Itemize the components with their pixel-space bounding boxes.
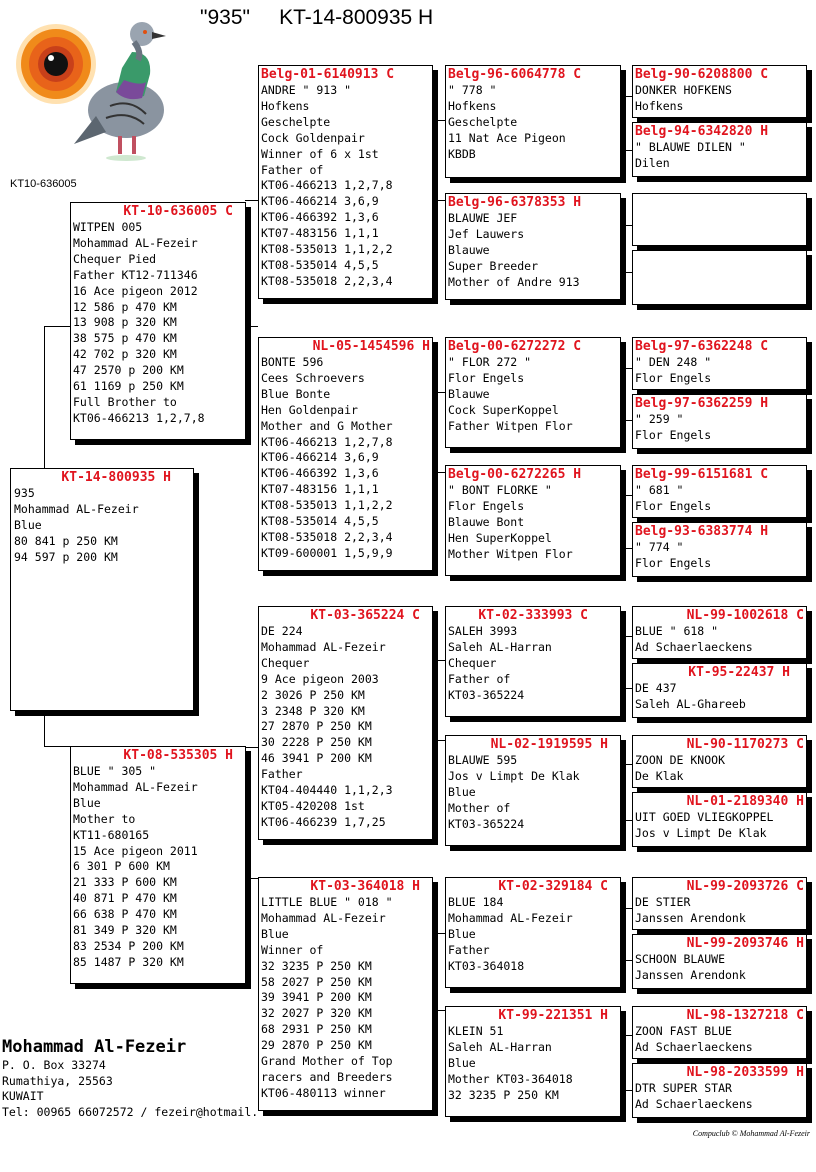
ggp-line: Blauwe Bont: [448, 514, 525, 529]
ggp-line: Father: [448, 942, 490, 957]
grandparent-box: [258, 877, 433, 1111]
g4-box: [632, 394, 807, 449]
sire-box: [70, 202, 246, 440]
grandparent-line: 29 2870 P 250 KM: [261, 1038, 372, 1053]
grandparent-line: Father of: [261, 162, 324, 177]
g4-line: De Klak: [635, 768, 684, 783]
grandparent-line: Cees Schroevers: [261, 370, 365, 385]
ggp-line: Hen SuperKoppel: [448, 530, 552, 545]
grandparent-box: [258, 337, 433, 571]
g4-ring: NL-01-2189340 H: [686, 794, 804, 809]
sire-line: 16 Ace pigeon 2012: [73, 283, 198, 298]
ggp-line: BLAUWE JEF: [448, 211, 518, 225]
grandparent-line: KT06-466392 1,3,6: [261, 210, 379, 225]
grandparent-line: KT04-404440 1,1,2,3: [261, 783, 393, 798]
great-grandparent-box: [445, 877, 621, 988]
grandparent-line: KT06-466239 1,7,25: [261, 814, 386, 829]
g4-line: DTR SUPER STAR: [635, 1081, 732, 1095]
grandparent-ring: NL-05-1454596 H: [312, 339, 430, 354]
g4-line: Saleh AL-Ghareeb: [635, 696, 746, 711]
sire-line: Chequer Pied: [73, 251, 157, 266]
sire-line: 38 575 p 470 KM: [73, 331, 177, 346]
sire-line: KT06-466213 1,2,7,8: [73, 410, 205, 425]
sire-line: 61 1169 p 250 KM: [73, 379, 184, 394]
ggp-ring: Belg-00-6272272 C: [448, 339, 582, 354]
ggp-line: 32 3235 P 250 KM: [448, 1087, 559, 1102]
grandparent-line: KT08-535018 2,2,3,4: [261, 529, 393, 544]
ggp-line: Blue: [448, 1055, 476, 1070]
grandparent-line: Mohammad AL-Fezeir: [261, 639, 386, 654]
grandparent-line: 68 2931 P 250 KM: [261, 1022, 372, 1037]
g4-ring: NL-99-1002618 C: [686, 608, 804, 623]
ggp-line: KBDB: [448, 146, 476, 161]
grandparent-line: Hen Goldenpair: [261, 402, 358, 417]
grandparent-line: KT06-466214 3,6,9: [261, 450, 379, 465]
grandparent-ring: Belg-01-6140913 C: [261, 67, 395, 82]
sire-line: Mohammad AL-Fezeir: [73, 235, 198, 250]
ggp-line: Chequer: [448, 655, 497, 670]
grandparent-line: 32 2027 P 320 KM: [261, 1006, 372, 1021]
g4-line: Jos v Limpt De Klak: [635, 825, 767, 840]
dam-line: 83 2534 P 200 KM: [73, 938, 184, 953]
ggp-line: 11 Nat Ace Pigeon: [448, 130, 566, 145]
ggp-line: Jef Lauwers: [448, 226, 525, 241]
grandparent-line: 2 3026 P 250 KM: [261, 687, 365, 702]
g4-line: DONKER HOFKENS: [635, 83, 732, 97]
grandparent-line: Mohammad AL-Fezeir: [261, 910, 386, 925]
ggp-line: Geschelpte: [448, 114, 518, 129]
grandparent-line: KT05-420208 1st: [261, 798, 365, 813]
g4-line: Dilen: [635, 155, 670, 170]
ggp-line: " BONT FLORKE ": [448, 483, 552, 497]
grandparent-line: KT06-466213 1,2,7,8: [261, 178, 393, 193]
ggp-line: BLUE 184: [448, 895, 504, 909]
dam-line: Mohammad AL-Fezeir: [73, 779, 198, 794]
ggp-line: Father of: [448, 671, 511, 686]
g4-line: Flor Engels: [635, 498, 712, 513]
g4-box: [632, 877, 807, 930]
g4-ring: NL-90-1170273 C: [686, 737, 804, 752]
g4-box: [632, 1006, 807, 1059]
subject-line: Blue: [14, 517, 42, 532]
grandparent-line: KT08-535013 1,1,2,2: [261, 498, 393, 513]
grandparent-line: racers and Breeders: [261, 1069, 393, 1084]
g4-line: " BLAUWE DILEN ": [635, 140, 746, 154]
grandparent-line: Hofkens: [261, 98, 310, 113]
dam-line: 6 301 P 600 KM: [73, 859, 170, 874]
ggp-ring: NL-02-1919595 H: [490, 737, 608, 752]
grandparent-line: 30 2228 P 250 KM: [261, 735, 372, 750]
grandparent-line: KT07-483156 1,1,1: [261, 482, 379, 497]
grandparent-line: Blue: [261, 926, 289, 941]
g4-ring: NL-99-2093726 C: [686, 879, 804, 894]
grandparent-line: ANDRE " 913 ": [261, 83, 352, 97]
sire-line: 12 586 p 470 KM: [73, 299, 177, 314]
ggp-line: Jos v Limpt De Klak: [448, 768, 580, 783]
grandparent-line: Mother and G Mother: [261, 418, 393, 433]
g4-line: SCHOON BLAUWE: [635, 952, 726, 966]
grandparent-line: 58 2027 P 250 KM: [261, 974, 372, 989]
g4-line: UIT GOED VLIEGKOPPEL: [635, 810, 774, 824]
g4-box: [632, 122, 807, 177]
g4-box-empty: [632, 193, 807, 246]
ggp-line: Blue: [448, 926, 476, 941]
great-grandparent-box: [445, 606, 621, 717]
grandparent-line: 32 3235 P 250 KM: [261, 958, 372, 973]
great-grandparent-box: [445, 1006, 621, 1117]
grandparent-line: KT08-535018 2,2,3,4: [261, 273, 393, 288]
ggp-line: Hofkens: [448, 98, 497, 113]
g4-ring: Belg-97-6362259 H: [635, 396, 769, 411]
grandparent-box: [258, 65, 433, 299]
dam-line: KT11-680165: [73, 827, 150, 842]
grandparent-line: 3 2348 P 320 KM: [261, 703, 365, 718]
grandparent-ring: KT-03-365224 C: [310, 608, 420, 623]
ggp-line: Mother of Andre 913: [448, 274, 580, 289]
g4-line: DE STIER: [635, 895, 691, 909]
dam-line: Mother to: [73, 811, 136, 826]
grandparent-line: KT06-466214 3,6,9: [261, 194, 379, 209]
great-grandparent-box: [445, 337, 621, 448]
ggp-ring: Belg-00-6272265 H: [448, 467, 582, 482]
grandparent-line: DE 224: [261, 624, 303, 638]
ggp-line: Blauwe: [448, 386, 490, 401]
subject-line: 935: [14, 486, 35, 500]
ggp-ring: Belg-96-6064778 C: [448, 67, 582, 82]
g4-line: " 681 ": [635, 483, 684, 497]
breeder-info: [2, 1036, 258, 1120]
sire-line: WITPEN 005: [73, 220, 143, 234]
ggp-line: Super Breeder: [448, 258, 539, 273]
breeder-contact: Tel: 00965 66072572 / fezeir@hotmail.: [2, 1104, 259, 1119]
grandparent-line: KT07-483156 1,1,1: [261, 226, 379, 241]
ggp-line: Flor Engels: [448, 370, 525, 385]
sire-ring: KT-10-636005 C: [123, 204, 233, 219]
g4-ring: Belg-93-6383774 H: [635, 524, 769, 539]
subject-ring: KT-14-800935 H: [61, 470, 171, 485]
g4-box: [632, 465, 807, 518]
g4-line: Ad Schaerlaeckens: [635, 639, 753, 654]
g4-line: " DEN 248 ": [635, 355, 712, 369]
g4-box: [632, 606, 807, 659]
ggp-line: SALEH 3993: [448, 624, 518, 638]
ggp-line: BLAUWE 595: [448, 753, 518, 767]
g4-box: [632, 663, 807, 718]
dam-ring: KT-08-535305 H: [123, 748, 233, 763]
ggp-line: KT03-365224: [448, 816, 525, 831]
breeder-address-line: Rumathiya, 25563: [2, 1073, 113, 1088]
g4-box: [632, 934, 807, 989]
g4-box: [632, 735, 807, 788]
dam-line: BLUE " 305 ": [73, 764, 157, 778]
grandparent-line: KT08-535014 4,5,5: [261, 257, 379, 272]
subject-line: 80 841 p 250 KM: [14, 533, 118, 548]
g4-ring: Belg-97-6362248 C: [635, 339, 769, 354]
dam-line: 21 333 P 600 KM: [73, 875, 177, 890]
breeder-address-line: KUWAIT: [2, 1089, 44, 1103]
grandparent-line: 46 3941 P 200 KM: [261, 751, 372, 766]
g4-line: Hofkens: [635, 98, 684, 113]
dam-line: Blue: [73, 795, 101, 810]
ggp-line: KT03-365224: [448, 687, 525, 702]
g4-box: [632, 1063, 807, 1118]
grandparent-line: Winner of: [261, 942, 324, 957]
grandparent-line: KT06-466213 1,2,7,8: [261, 434, 393, 449]
ggp-line: Mother Witpen Flor: [448, 546, 573, 561]
grandparent-line: KT09-600001 1,5,9,9: [261, 545, 393, 560]
g4-box: [632, 65, 807, 118]
ggp-line: Mohammad AL-Fezeir: [448, 910, 573, 925]
sire-line: 47 2570 p 200 KM: [73, 363, 184, 378]
credit-footer: Compuclub © Mohammad Al-Fezeir: [692, 1129, 810, 1138]
g4-line: Janssen Arendonk: [635, 967, 746, 982]
grandparent-line: Winner of 6 x 1st: [261, 146, 379, 161]
grandparent-line: BONTE 596: [261, 355, 324, 369]
grandparent-line: Chequer: [261, 655, 310, 670]
grandparent-line: LITTLE BLUE " 018 ": [261, 895, 393, 909]
subject-box: [10, 468, 194, 711]
g4-ring: NL-98-2033599 H: [686, 1065, 804, 1080]
grandparent-line: 27 2870 P 250 KM: [261, 719, 372, 734]
g4-line: ZOON FAST BLUE: [635, 1024, 732, 1038]
g4-ring: Belg-99-6151681 C: [635, 467, 769, 482]
dam-line: 85 1487 P 320 KM: [73, 954, 184, 969]
subject-line: 94 597 p 200 KM: [14, 549, 118, 564]
g4-line: DE 437: [635, 681, 677, 695]
grandparent-line: KT08-535014 4,5,5: [261, 514, 379, 529]
grandparent-ring: KT-03-364018 H: [310, 879, 420, 894]
g4-line: " 259 ": [635, 412, 684, 426]
grandparent-line: Grand Mother of Top: [261, 1054, 393, 1069]
grandparent-line: 39 3941 P 200 KM: [261, 990, 372, 1005]
breeder-address-line: P. O. Box 33274: [2, 1058, 106, 1072]
ggp-line: Father Witpen Flor: [448, 418, 573, 433]
sire-line: Father KT12-711346: [73, 267, 198, 282]
g4-line: Ad Schaerlaeckens: [635, 1096, 753, 1111]
sire-line: Full Brother to: [73, 394, 177, 409]
page-title: "935" KT-14-800935 H: [200, 6, 434, 29]
ggp-line: Cock SuperKoppel: [448, 402, 559, 417]
g4-line: " 774 ": [635, 540, 684, 554]
dam-box: [70, 746, 246, 984]
ggp-line: Saleh AL-Harran: [448, 1039, 552, 1054]
great-grandparent-box: [445, 193, 621, 300]
g4-line: Flor Engels: [635, 370, 712, 385]
g4-line: Ad Schaerlaeckens: [635, 1039, 753, 1054]
ggp-line: KT03-364018: [448, 958, 525, 973]
g4-box: [632, 337, 807, 390]
g4-ring: NL-99-2093746 H: [686, 936, 804, 951]
ggp-line: " FLOR 272 ": [448, 355, 532, 369]
g4-ring: NL-98-1327218 C: [686, 1008, 804, 1023]
ggp-line: Mother of: [448, 800, 511, 815]
bird-id-label: KT10-636005: [10, 178, 77, 190]
dam-line: 81 349 P 320 KM: [73, 923, 177, 938]
ggp-line: Mother KT03-364018: [448, 1071, 573, 1086]
dam-line: 66 638 P 470 KM: [73, 907, 177, 922]
g4-line: Flor Engels: [635, 555, 712, 570]
ggp-line: Saleh AL-Harran: [448, 639, 552, 654]
grandparent-line: Geschelpte: [261, 114, 331, 129]
ggp-ring: KT-99-221351 H: [498, 1008, 608, 1023]
g4-line: Janssen Arendonk: [635, 910, 746, 925]
g4-line: ZOON DE KNOOK: [635, 753, 726, 767]
pigeon-artwork: [14, 12, 174, 170]
great-grandparent-box: [445, 465, 621, 576]
ggp-line: " 778 ": [448, 83, 497, 97]
g4-box: [632, 522, 807, 577]
grandparent-line: Father: [261, 767, 303, 782]
grandparent-box: [258, 606, 433, 840]
grandparent-line: Blue Bonte: [261, 386, 331, 401]
ggp-ring: KT-02-333993 C: [478, 608, 588, 623]
ggp-line: Flor Engels: [448, 498, 525, 513]
sire-line: 13 908 p 320 KM: [73, 315, 177, 330]
g4-ring: Belg-90-6208800 C: [635, 67, 769, 82]
ggp-ring: Belg-96-6378353 H: [448, 195, 582, 210]
subject-line: Mohammad AL-Fezeir: [14, 501, 139, 516]
g4-line: BLUE " 618 ": [635, 624, 719, 638]
grandparent-line: KT08-535013 1,1,2,2: [261, 242, 393, 257]
dam-line: 15 Ace pigeon 2011: [73, 843, 198, 858]
sire-line: 42 702 p 320 KM: [73, 347, 177, 362]
dam-line: 40 871 P 470 KM: [73, 891, 177, 906]
g4-ring: Belg-94-6342820 H: [635, 124, 769, 139]
grandparent-line: 9 Ace pigeon 2003: [261, 671, 379, 686]
ggp-line: Blauwe: [448, 242, 490, 257]
ggp-line: Blue: [448, 784, 476, 799]
great-grandparent-box: [445, 735, 621, 846]
great-grandparent-box: [445, 65, 621, 178]
g4-line: Flor Engels: [635, 427, 712, 442]
grandparent-line: KT06-466392 1,3,6: [261, 466, 379, 481]
grandparent-line: KT06-480113 winner: [261, 1085, 386, 1100]
ggp-ring: KT-02-329184 C: [498, 879, 608, 894]
g4-box-empty: [632, 250, 807, 305]
breeder-name: Mohammad Al-Fezeir: [2, 1037, 187, 1057]
g4-box: [632, 792, 807, 847]
grandparent-line: Cock Goldenpair: [261, 130, 365, 145]
g4-ring: KT-95-22437 H: [688, 665, 790, 680]
pigeon-eye-image: [16, 24, 96, 104]
ggp-line: KLEIN 51: [448, 1024, 504, 1038]
